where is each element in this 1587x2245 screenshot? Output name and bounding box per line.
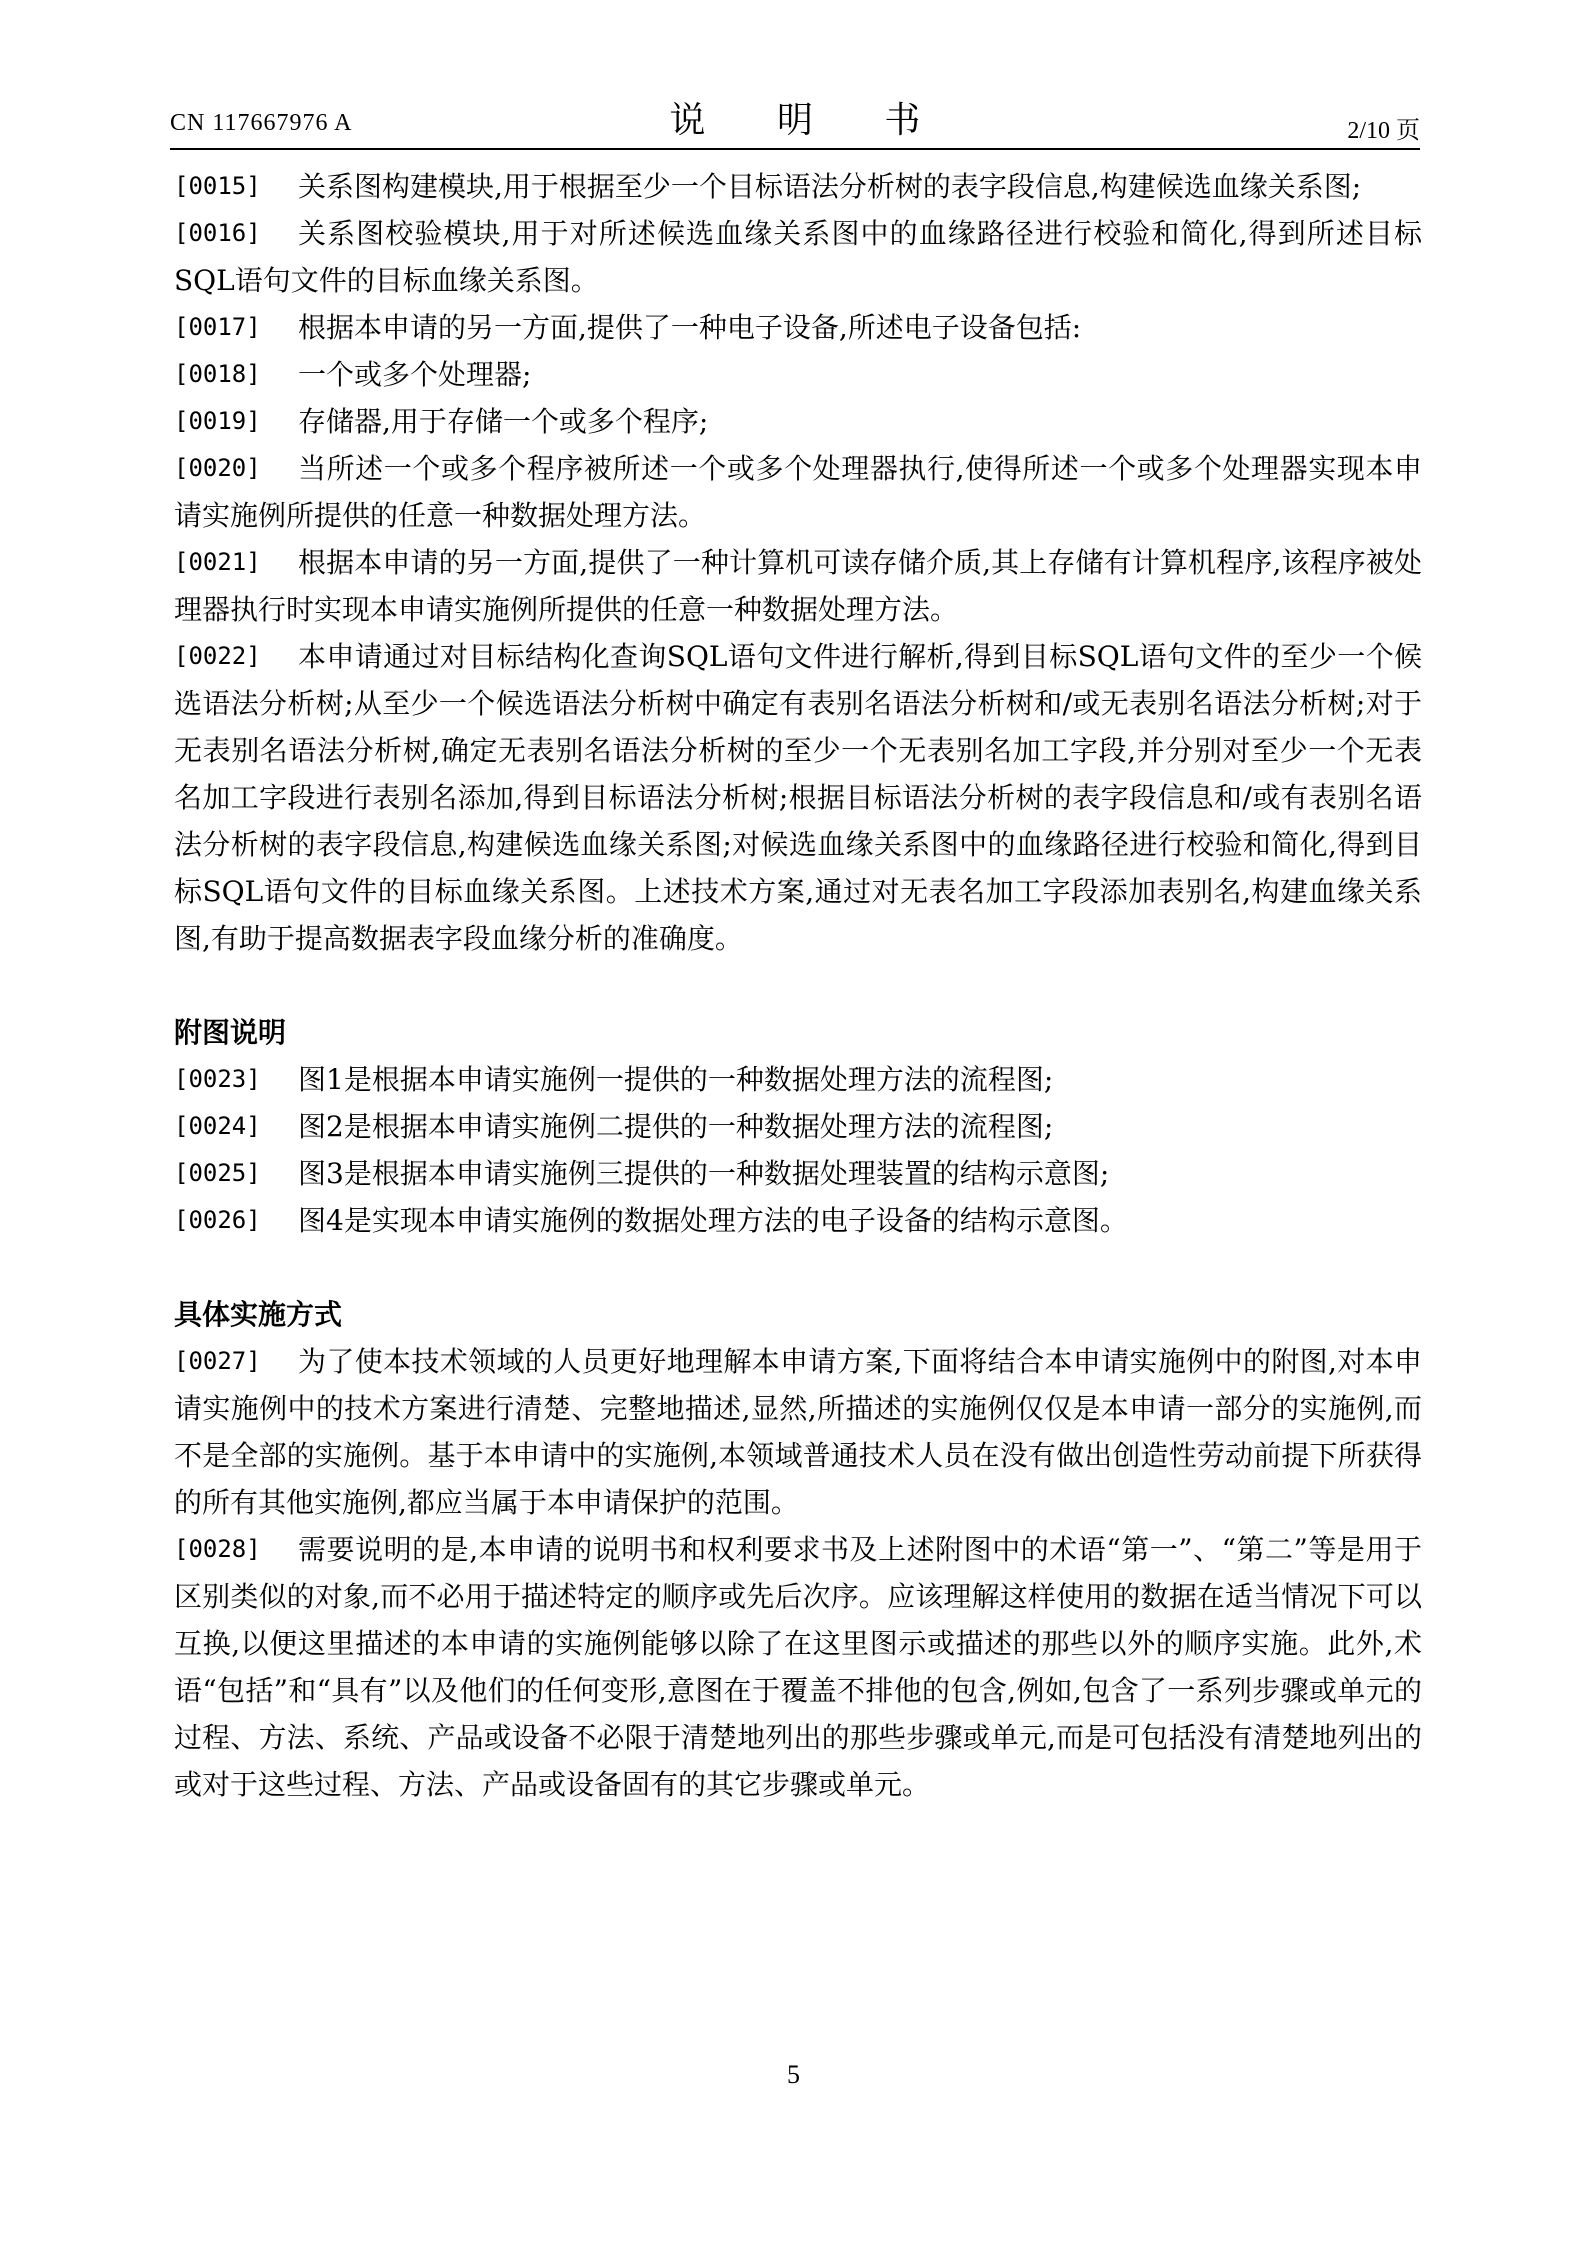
paragraph-number: [0015]: [174, 172, 261, 200]
paragraph-number: [0023]: [174, 1065, 261, 1093]
paragraph-text: 需要说明的是,本申请的说明书和权利要求书及上述附图中的术语“第一”、“第二”等是用于区别类似的对象,而不必用于描述特定的顺序或先后次序。应该理解这样使用的数据在适当情况下可以互换,以便这里描述的本申请的实施例能够以除了在这里图示或描述的那些以外的顺序实施。此外,术语“包括”和“具有”以及他们的任何变形,意图在于覆盖不排他的包含,例如,包含了一系列步骤或单元的过程、方法、系统、产品或设备不必限于清楚地列出的那些步骤或单元,而是可包括没有清楚地列出的或对于这些过程、方法、产品或设备固有的其它步骤或单元。: [174, 1533, 1422, 1801]
paragraph-number: [0021]: [174, 548, 261, 576]
paragraph-text: 图3是根据本申请实施例三提供的一种数据处理装置的结构示意图;: [298, 1157, 1110, 1190]
paragraph-number: [0019]: [174, 407, 261, 435]
document-title: 说 明 书: [669, 100, 951, 141]
paragraph-text: 关系图校验模块,用于对所述候选血缘关系图中的血缘路径进行校验和简化,得到所述目标SQL语句文件的目标血缘关系图。: [174, 217, 1422, 297]
page-indicator: 2/10 页: [1347, 118, 1420, 144]
paragraph-text: 当所述一个或多个程序被所述一个或多个处理器执行,使得所述一个或多个处理器实现本申请实施例所提供的任意一种数据处理方法。: [174, 452, 1422, 532]
paragraph: [174, 304, 1422, 351]
header-rule: [170, 148, 1420, 150]
paragraph: [174, 1150, 1422, 1197]
paragraph-group-figures: [174, 1056, 1422, 1244]
paragraph: [174, 1526, 1422, 1808]
paragraph-text: 根据本申请的另一方面,提供了一种计算机可读存储介质,其上存储有计算机程序,该程序被处理器执行时实现本申请实施例所提供的任意一种数据处理方法。: [174, 546, 1422, 626]
paragraph-number: [0026]: [174, 1206, 261, 1234]
paragraph-text: 本申请通过对目标结构化查询SQL语句文件进行解析,得到目标SQL语句文件的至少一个候选语法分析树;从至少一个候选语法分析树中确定有表别名语法分析树和/或无表别名语法分析树;对于无表别名语法分析树,确定无表别名语法分析树的至少一个无表别名加工字段,并分别对至少一个无表名加工字段进行表别名添加,得到目标语法分析树;根据目标语法分析树的表字段信息和/或有表别名语法分析树的表字段信息,构建候选血缘关系图;对候选血缘关系图中的血缘路径进行校验和简化,得到目标SQL语句文件的目标血缘关系图。上述技术方案,通过对无表名加工字段添加表别名,构建血缘关系图,有助于提高数据表字段血缘分析的准确度。: [174, 640, 1422, 955]
paragraph-number: [0028]: [174, 1535, 261, 1563]
paragraph-number: [0020]: [174, 454, 261, 482]
page-header: [170, 92, 1420, 148]
paragraph-text: 图1是根据本申请实施例一提供的一种数据处理方法的流程图;: [298, 1063, 1054, 1096]
paragraph: [174, 539, 1422, 633]
paragraph-group-top: [174, 163, 1422, 962]
paragraph: [174, 163, 1422, 210]
paragraph: [174, 1056, 1422, 1103]
paragraph-number: [0027]: [174, 1347, 261, 1375]
paragraph-number: [0016]: [174, 219, 261, 247]
page-number: 5: [787, 2060, 800, 2089]
paragraph-text: 一个或多个处理器;: [298, 358, 532, 391]
paragraph: [174, 445, 1422, 539]
paragraph-text: 关系图构建模块,用于根据至少一个目标语法分析树的表字段信息,构建候选血缘关系图;: [298, 170, 1362, 203]
paragraph-number: [0018]: [174, 360, 261, 388]
document-body: [174, 163, 1422, 1808]
section-gap: [174, 1244, 1422, 1291]
paragraph-number: [0022]: [174, 642, 261, 670]
paragraph: [174, 351, 1422, 398]
paragraph: [174, 1197, 1422, 1244]
section-heading-embodiments: 具体实施方式: [174, 1298, 343, 1331]
section-heading-figures: 附图说明: [174, 1016, 287, 1049]
paragraph: [174, 398, 1422, 445]
section-gap: [174, 962, 1422, 1009]
paragraph: [174, 210, 1422, 304]
paragraph-text: 存储器,用于存储一个或多个程序;: [298, 405, 709, 438]
paragraph-text: 图2是根据本申请实施例二提供的一种数据处理方法的流程图;: [298, 1110, 1054, 1143]
paragraph-number: [0025]: [174, 1159, 261, 1187]
paragraph-number: [0024]: [174, 1112, 261, 1140]
paragraph-text: 根据本申请的另一方面,提供了一种电子设备,所述电子设备包括:: [298, 311, 1082, 344]
paragraph: [174, 1103, 1422, 1150]
paragraph-number: [0017]: [174, 313, 261, 341]
paragraph-text: 为了使本技术领域的人员更好地理解本申请方案,下面将结合本申请实施例中的附图,对本申请实施例中的技术方案进行清楚、完整地描述,显然,所描述的实施例仅仅是本申请一部分的实施例,而不是全部的实施例。基于本申请中的实施例,本领域普通技术人员在没有做出创造性劳动前提下所获得的所有其他实施例,都应当属于本申请保护的范围。: [174, 1345, 1422, 1519]
publication-number: CN 117667976 A: [170, 110, 353, 136]
paragraph: [174, 1338, 1422, 1526]
paragraph-group-embodiments: [174, 1338, 1422, 1808]
paragraph: [174, 633, 1422, 962]
paragraph-text: 图4是实现本申请实施例的数据处理方法的电子设备的结构示意图。: [298, 1204, 1128, 1237]
